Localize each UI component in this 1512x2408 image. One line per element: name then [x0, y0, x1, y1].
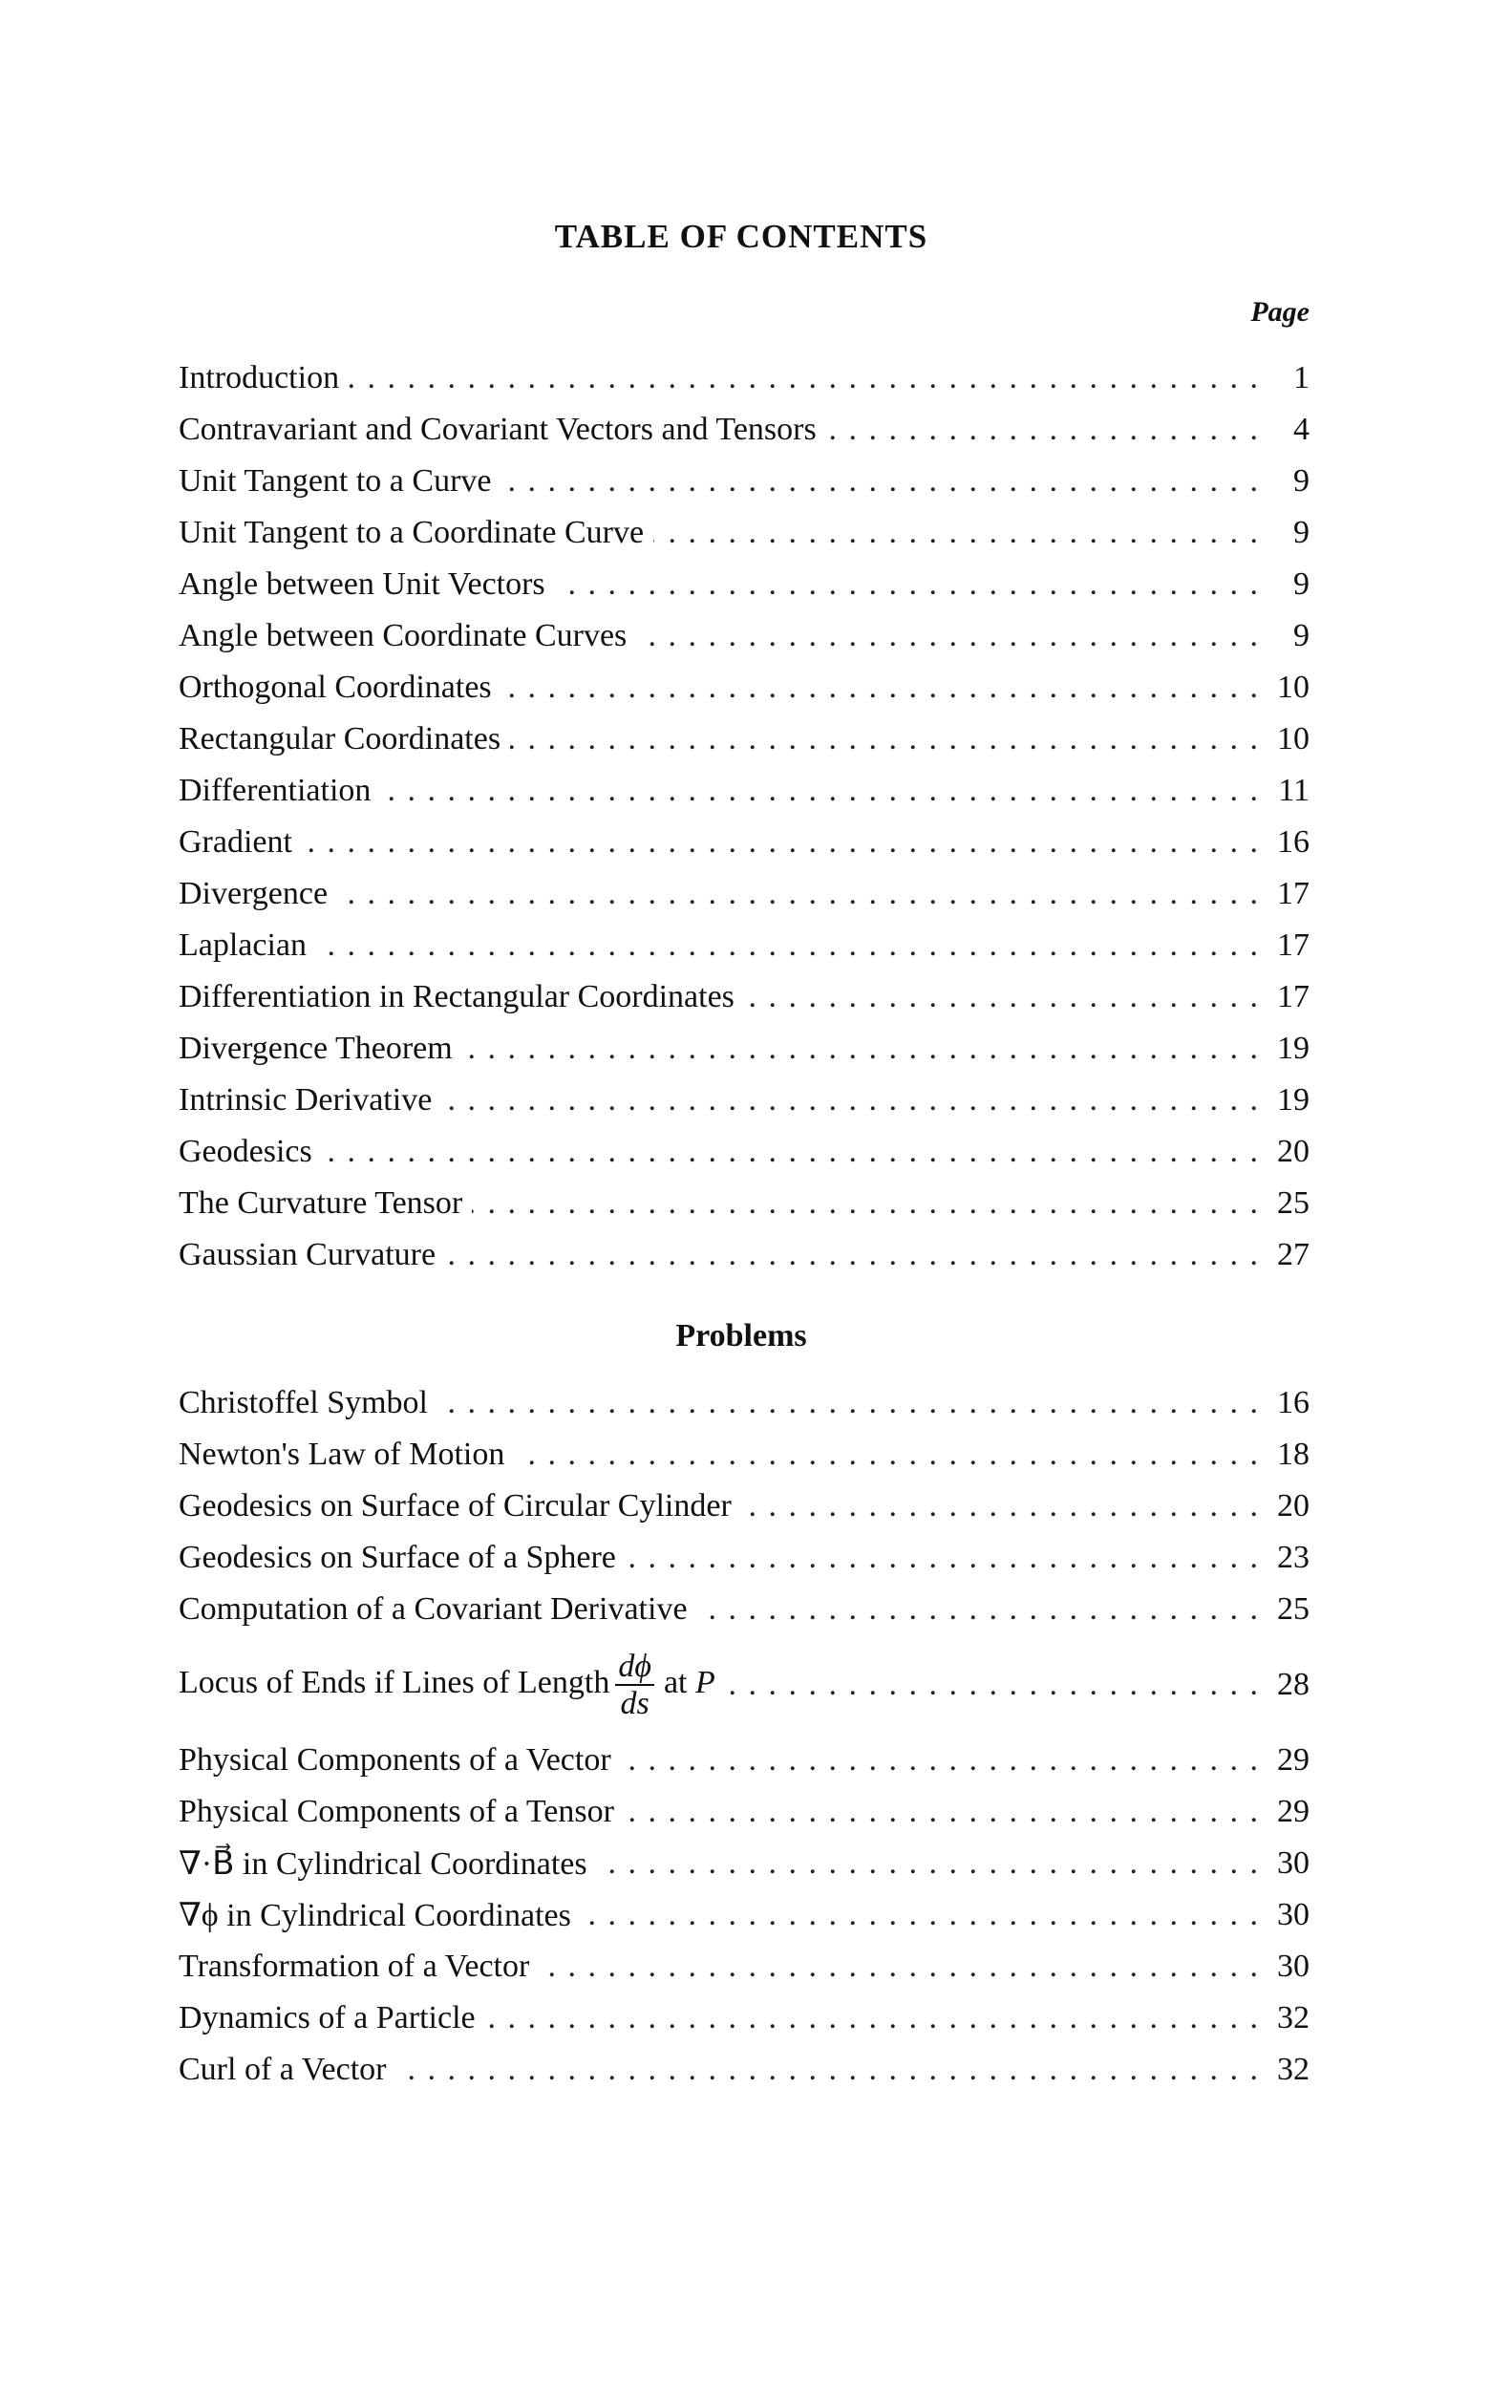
entry-title-text: Orthogonal Coordinates	[179, 670, 492, 705]
toc-entry[interactable]	[179, 1229, 1310, 1281]
entry-title	[179, 1794, 624, 1830]
page-column-label: Page	[1250, 296, 1310, 328]
problems-heading: Problems	[675, 1318, 807, 1353]
entry-title-text: Angle between Coordinate Curves	[179, 618, 628, 653]
toc-entry[interactable]	[179, 868, 1310, 920]
entry-title	[179, 1031, 462, 1067]
dot-leader	[581, 1897, 1258, 1933]
entry-title	[179, 721, 510, 757]
toc-entry[interactable]	[179, 1532, 1310, 1584]
dot-leader	[510, 721, 1258, 757]
entry-title-text: Curl of a Vector	[179, 2052, 387, 2087]
entry-title	[179, 463, 500, 500]
dot-leader	[624, 1794, 1258, 1830]
problems-list	[179, 1377, 1310, 2096]
entry-title	[179, 927, 316, 964]
page-number: 10	[1277, 670, 1310, 705]
entry-title-text: Rectangular Coordinates	[179, 721, 501, 756]
dot-leader	[441, 1082, 1258, 1119]
dot-leader	[725, 1667, 1258, 1703]
toc-entry[interactable]	[179, 1889, 1310, 1941]
page-number: 29	[1277, 1794, 1310, 1829]
toc-entry[interactable]	[179, 1481, 1310, 1532]
page-number: 9	[1293, 463, 1310, 499]
dot-leader	[316, 927, 1258, 964]
entry-title	[179, 1949, 539, 1985]
toc-entry[interactable]	[179, 1635, 1310, 1735]
entry-title-text: Geodesics on Surface of Circular Cylinder	[179, 1488, 732, 1524]
toc-entry[interactable]	[179, 610, 1310, 662]
entry-title	[179, 1385, 437, 1421]
page-number: 23	[1277, 1540, 1310, 1575]
page-number: 19	[1277, 1031, 1310, 1066]
entry-title-text: Gradient	[179, 824, 292, 860]
entry-title-text: Computation of a Covariant Derivative	[179, 1591, 688, 1627]
entry-title-text: Unit Tangent to a Coordinate Curve	[179, 515, 645, 550]
entry-title	[179, 360, 349, 396]
toc-entry[interactable]	[179, 662, 1310, 714]
dot-leader	[500, 463, 1258, 500]
fraction-numerator: dϕ	[615, 1649, 654, 1686]
entry-title	[179, 1237, 445, 1273]
page-number: 9	[1293, 566, 1310, 602]
suffix-text: at	[663, 1664, 688, 1700]
toc-entry[interactable]	[179, 1735, 1310, 1786]
page-number: 17	[1277, 876, 1310, 911]
entry-title-text: Divergence	[179, 876, 329, 911]
page-number: 9	[1293, 515, 1310, 550]
entry-title	[179, 1437, 514, 1473]
toc-entry[interactable]	[179, 352, 1310, 404]
toc-entry[interactable]	[179, 1377, 1310, 1429]
entry-title	[179, 1082, 441, 1119]
dot-leader	[322, 1134, 1258, 1170]
entry-title-text: Newton's Law of Motion	[179, 1437, 505, 1472]
dot-leader	[514, 1437, 1258, 1473]
toc-entry[interactable]	[179, 1786, 1310, 1838]
entry-title-text: Unit Tangent to a Curve	[179, 463, 492, 499]
dot-leader	[349, 360, 1258, 396]
toc-entry[interactable]	[179, 1584, 1310, 1635]
dot-leader	[462, 1031, 1258, 1067]
dot-leader	[697, 1591, 1258, 1628]
page-number: 16	[1277, 824, 1310, 860]
page-number: 32	[1277, 2000, 1310, 2035]
entry-title-text: Dynamics of a Particle	[179, 2000, 476, 2035]
entry-title	[179, 2052, 395, 2088]
dot-leader	[380, 773, 1258, 809]
suffix-variable: P	[695, 1664, 715, 1700]
dot-leader	[501, 670, 1258, 706]
contents-list	[179, 352, 1310, 1281]
toc-entry[interactable]	[179, 1429, 1310, 1481]
entry-title	[179, 1844, 597, 1883]
entry-title	[179, 979, 744, 1015]
entry-title-text: Geodesics on Surface of a Sphere	[179, 1540, 616, 1575]
entry-title	[179, 566, 555, 603]
toc-entry[interactable]	[179, 1941, 1310, 1992]
dot-leader	[437, 1385, 1258, 1421]
toc-entry[interactable]	[179, 1178, 1310, 1229]
entry-title-text: Laplacian	[179, 927, 308, 963]
page-number: 25	[1277, 1591, 1310, 1627]
dot-leader	[395, 2052, 1258, 2088]
toc-entry[interactable]	[179, 507, 1310, 559]
entry-title	[179, 515, 653, 551]
page-number: 17	[1277, 979, 1310, 1014]
toc-entry[interactable]	[179, 765, 1310, 817]
page-number: 27	[1277, 1237, 1310, 1272]
entry-title	[179, 1742, 621, 1779]
entry-title-text: Differentiation	[179, 773, 372, 808]
dot-leader	[626, 1540, 1258, 1576]
entry-title-text: Contravariant and Covariant Vectors and Tensors	[179, 412, 817, 447]
toc-entry[interactable]	[179, 920, 1310, 971]
entry-title	[179, 412, 826, 448]
entry-title	[179, 1591, 697, 1628]
dot-leader	[472, 1185, 1258, 1222]
dot-leader	[741, 1488, 1258, 1524]
entry-title-text: Gaussian Curvature	[179, 1237, 437, 1272]
dot-leader	[445, 1237, 1258, 1273]
page-title: TABLE OF CONTENTS	[554, 218, 928, 255]
page-number: 29	[1277, 1742, 1310, 1778]
fraction	[615, 1649, 654, 1722]
dot-leader	[744, 979, 1258, 1015]
entry-title-text: ∇·B⃗ in Cylindrical Coordinates	[179, 1846, 587, 1882]
entry-title-text: Divergence Theorem	[179, 1031, 453, 1066]
dot-leader	[653, 515, 1258, 551]
toc-entry[interactable]	[179, 714, 1310, 765]
entry-title	[179, 618, 636, 654]
dot-leader	[485, 2000, 1258, 2036]
page-number: 25	[1277, 1185, 1310, 1221]
page-number: 11	[1278, 773, 1310, 808]
page-number: 10	[1277, 721, 1310, 756]
entry-title-text: Transformation of a Vector	[179, 1949, 530, 1984]
dot-leader	[539, 1949, 1258, 1985]
entry-title	[179, 670, 501, 706]
page-number: 19	[1277, 1082, 1310, 1118]
entry-title	[179, 1185, 472, 1222]
dot-leader	[555, 566, 1258, 603]
entry-title-text: Angle between Unit Vectors	[179, 566, 545, 602]
page-number: 4	[1293, 412, 1310, 447]
entry-title	[179, 876, 337, 912]
entry-title-text: Differentiation in Rectangular Coordinates	[179, 979, 735, 1014]
dot-leader	[826, 412, 1258, 448]
dot-leader	[302, 824, 1258, 861]
page-number: 16	[1277, 1385, 1310, 1420]
entry-title-text: Geodesics	[179, 1134, 312, 1169]
toc-entry[interactable]	[179, 971, 1310, 1023]
dot-leader	[597, 1845, 1258, 1882]
entry-title	[179, 1896, 581, 1934]
dot-leader	[621, 1742, 1258, 1779]
entry-title-text: Physical Components of a Vector	[179, 1742, 611, 1778]
page-number: 1	[1293, 360, 1310, 395]
toc-entry[interactable]	[179, 1126, 1310, 1178]
toc-entry[interactable]	[179, 1023, 1310, 1075]
entry-title	[179, 824, 302, 861]
page-number: 30	[1277, 1897, 1310, 1932]
entry-title	[179, 773, 380, 809]
dot-leader	[636, 618, 1258, 654]
toc-entry[interactable]	[179, 404, 1310, 456]
page-number: 30	[1277, 1949, 1310, 1984]
page-number: 17	[1277, 927, 1310, 963]
entry-title	[179, 1540, 626, 1576]
toc-entry[interactable]	[179, 1838, 1310, 1889]
toc-entry[interactable]	[179, 559, 1310, 610]
fraction-denominator: ds	[620, 1686, 650, 1721]
entry-title	[179, 1649, 725, 1722]
page-number: 20	[1277, 1488, 1310, 1524]
entry-title-text: ∇ϕ in Cylindrical Coordinates	[179, 1898, 571, 1933]
entry-title	[179, 1488, 741, 1524]
toc-entry[interactable]	[179, 456, 1310, 507]
entry-title	[179, 2000, 485, 2036]
page-number: 9	[1293, 618, 1310, 653]
page-number: 30	[1277, 1845, 1310, 1881]
entry-title	[179, 1134, 322, 1170]
entry-title-text: Intrinsic Derivative	[179, 1082, 433, 1118]
entry-title-text: Physical Components of a Tensor	[179, 1794, 614, 1829]
page-number: 28	[1277, 1667, 1310, 1702]
entry-title-text: Introduction	[179, 360, 340, 395]
dot-leader	[337, 876, 1258, 912]
toc-entry[interactable]	[179, 817, 1310, 868]
page-number: 32	[1277, 2052, 1310, 2087]
page-number: 20	[1277, 1134, 1310, 1169]
toc-entry[interactable]	[179, 1992, 1310, 2044]
entry-title-text: Locus of Ends if Lines of Length	[179, 1664, 610, 1700]
entry-title-text: Christoffel Symbol	[179, 1385, 428, 1420]
entry-title-text: The Curvature Tensor	[179, 1185, 463, 1221]
toc-entry[interactable]	[179, 1075, 1310, 1126]
toc-entry[interactable]	[179, 2044, 1310, 2096]
page-number: 18	[1277, 1437, 1310, 1472]
